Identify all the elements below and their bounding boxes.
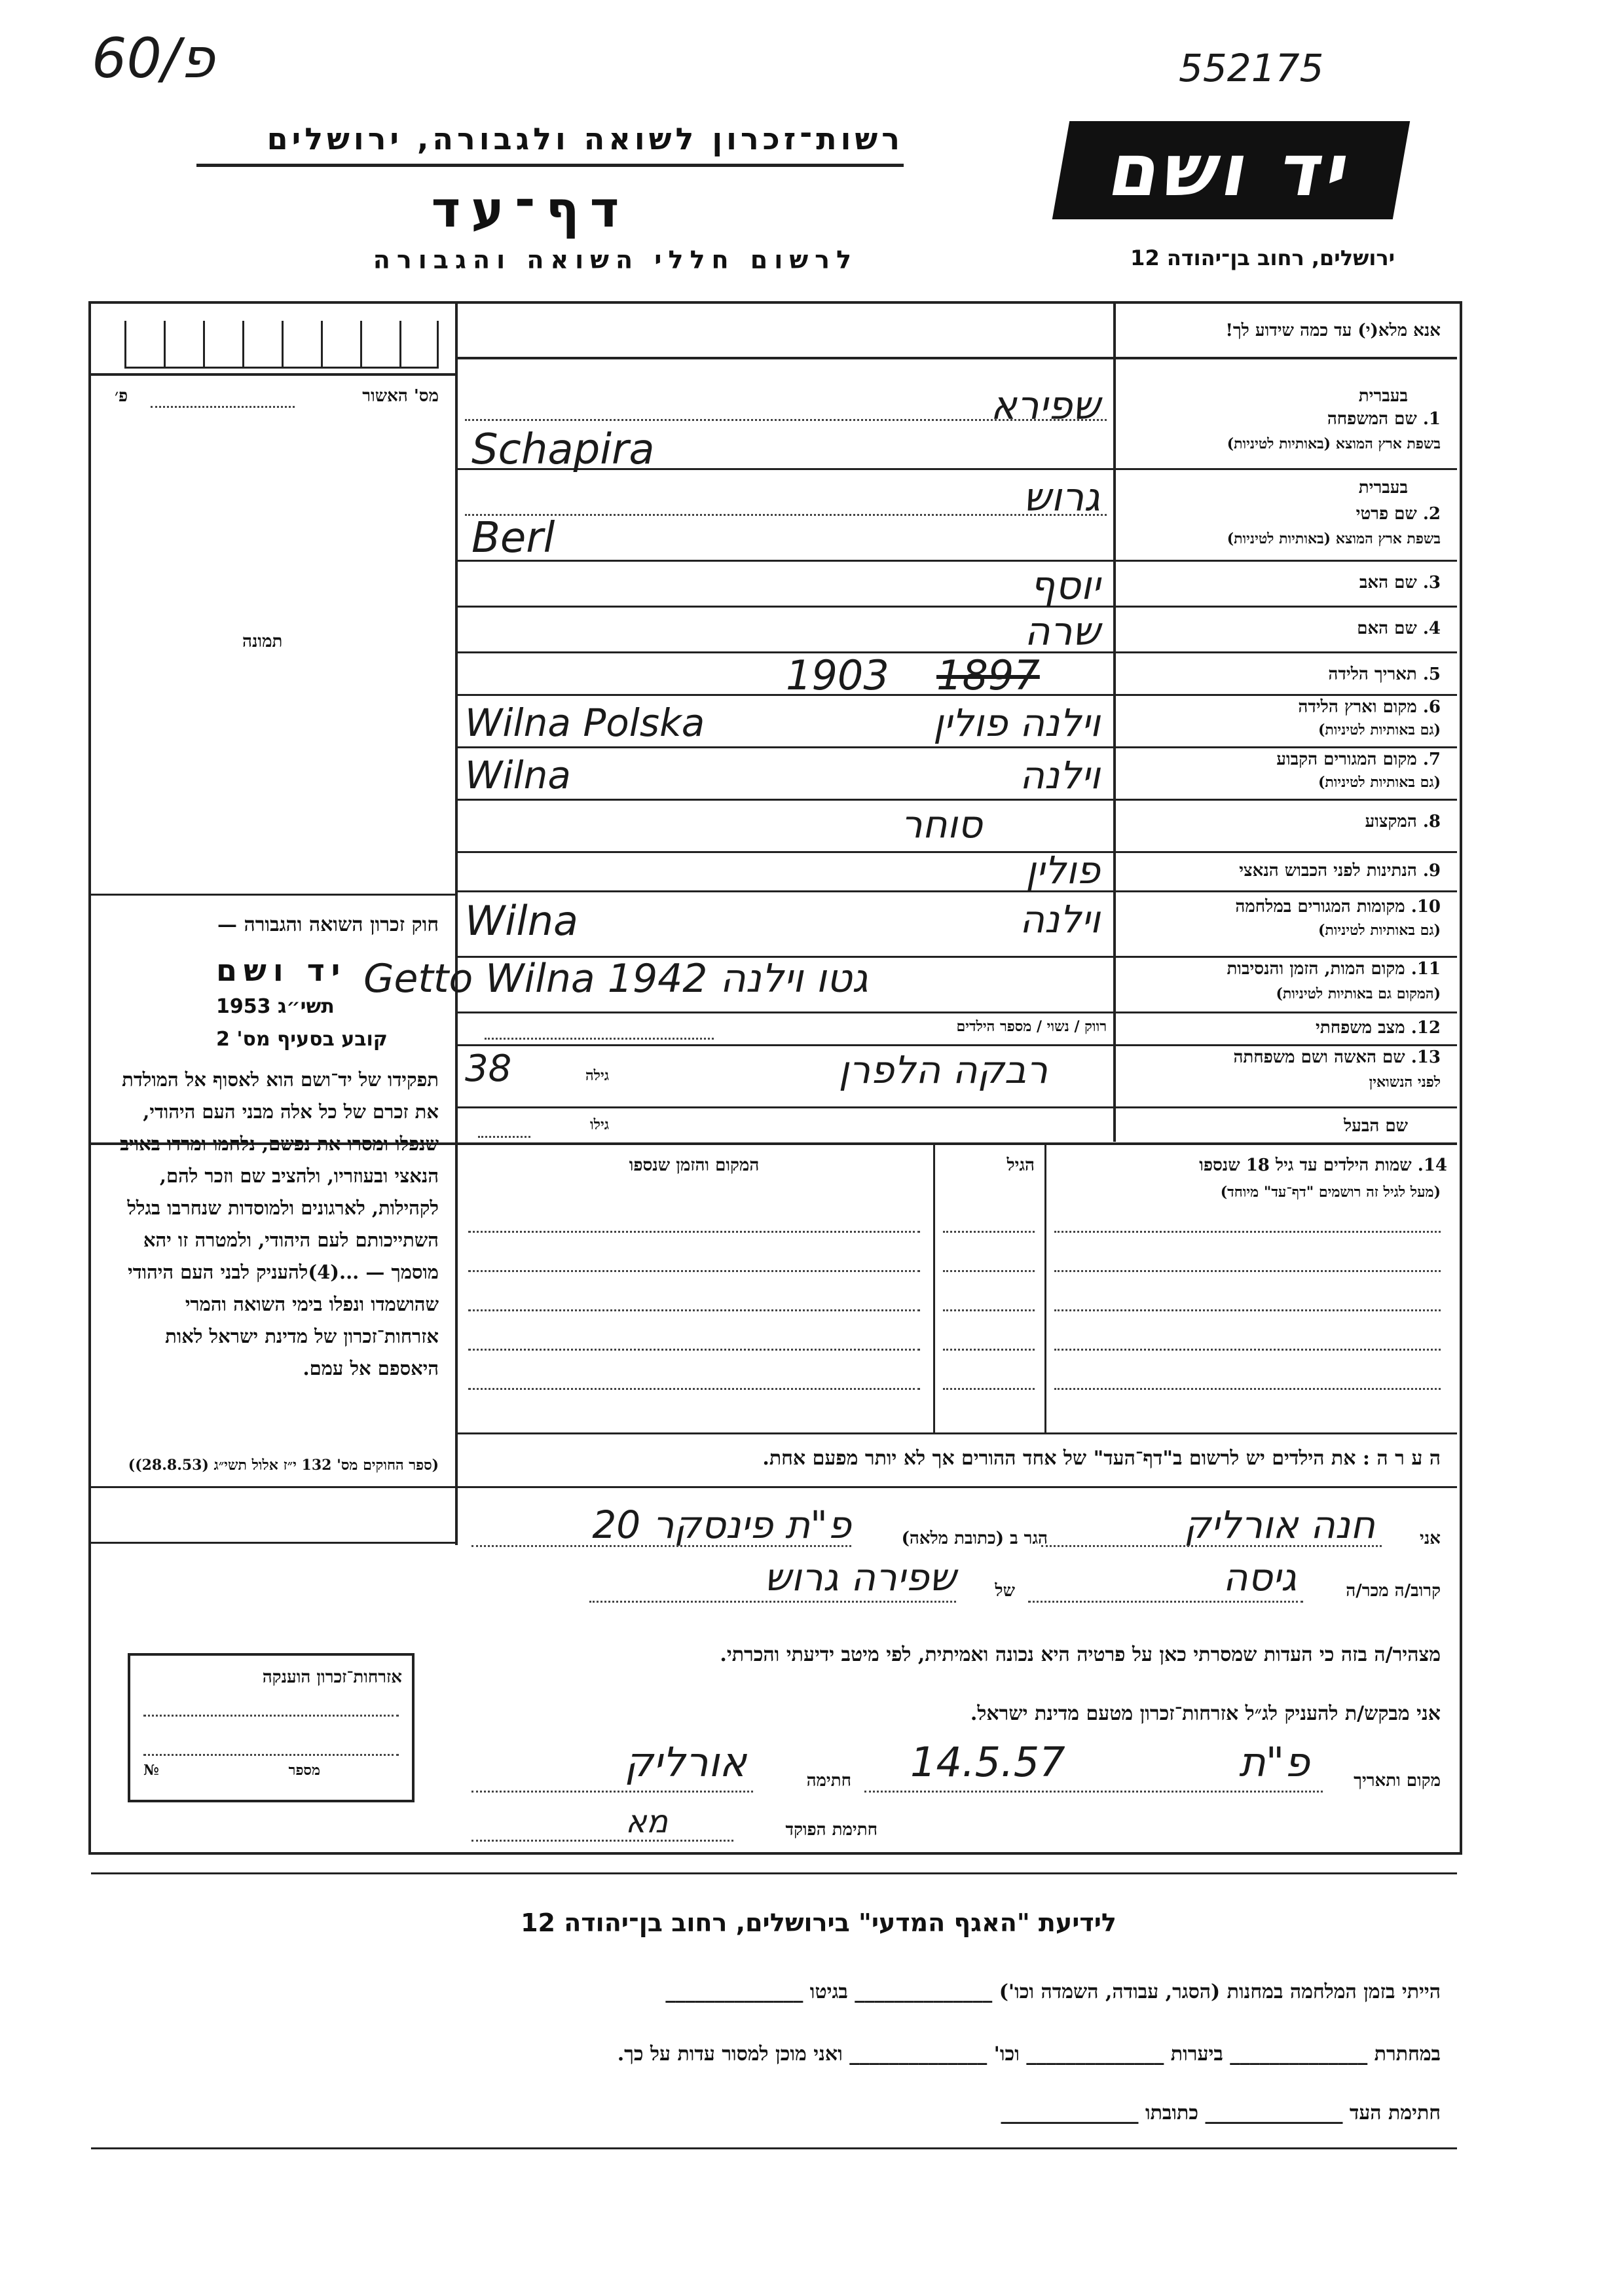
field-10-value-latin[interactable]: Wilna bbox=[465, 897, 579, 945]
field-6-value-latin[interactable]: Wilna Polska bbox=[465, 701, 705, 745]
in-hebrew-2: בעברית bbox=[1358, 478, 1408, 498]
field-2-value-he[interactable]: גרוש bbox=[1023, 475, 1100, 520]
relation-value[interactable]: גיסה bbox=[1223, 1555, 1297, 1599]
field-13-sub: לפני הנשואין bbox=[1369, 1074, 1441, 1091]
field-1-sub: בשפת ארץ המוצא (באותיות לטיניות) bbox=[1227, 435, 1441, 452]
field-13-value[interactable]: רבקה הלפרן bbox=[838, 1048, 1048, 1092]
field-7-value-he[interactable]: וילנה bbox=[1020, 753, 1100, 797]
field-5-struck: 1897 bbox=[936, 651, 1040, 699]
field-5-label: 5. תאריך הלידה bbox=[1328, 665, 1441, 684]
authority-name: רשות־זכרון לשואה ולגבורה, ירושלים bbox=[267, 121, 904, 156]
number-sign: № bbox=[143, 1762, 159, 1779]
field-2-value-latin[interactable]: Berl bbox=[471, 514, 555, 562]
field-3-value[interactable]: יוסף bbox=[1029, 563, 1100, 609]
law-text: תפקידו של יד־ושם הוא לאסוף אל המולדת את זכרם של כל אלה מבני העם היהודי, שנפלו ומסרו את נפשם, נלחמו ומרדו באויב הנאצי ובעוזריו, ולהציב שם וזכר להם, לקהילות, לארגונים ולמוסדות שנחרבו בגלל השתייכותם לעם היהודי, ולמטרה זו יהא מוסמך — ...(4)להעניק לבני העם היהודי שהושמדו ונפלו בימי השואה והמרי אזרחות־זכרון של מדינת ישראל לאות היאספם אל עמם. bbox=[120, 1068, 439, 1379]
request-text: אני מבקש/ת להעניק לג״ל אזרחות־זכרון מטעם מדינת ישראל. bbox=[970, 1702, 1441, 1725]
form-subtitle: לרשום חללי השואה והגבורה bbox=[373, 246, 858, 274]
i-label: אני bbox=[1420, 1529, 1441, 1548]
footer-title: לידיעת "האגף המדעי" בירושלים, רחוב בן־יהודה 12 bbox=[521, 1908, 1116, 1937]
of-name[interactable]: שפירה גרוש bbox=[764, 1555, 956, 1599]
husband-age-label: גילו bbox=[590, 1116, 609, 1133]
declarant-address[interactable]: פ"ת פינסקר 20 bbox=[592, 1503, 851, 1547]
cert-digit-box[interactable] bbox=[124, 321, 439, 369]
note-text: ה ע ר ה : את הילדים יש לרשום ב"דף־העד" של אחד ההורים אך לא יותר מפעם אחת. bbox=[762, 1447, 1441, 1470]
law-year: תשי״ג 1953 bbox=[216, 995, 335, 1018]
children-age-col: הגיל bbox=[1006, 1156, 1035, 1175]
field-11-label: 11. מקום המות, הזמן והנסיבות bbox=[1227, 959, 1441, 979]
field-9-value[interactable]: פולין bbox=[1025, 848, 1100, 892]
law-name: יד ושם bbox=[216, 953, 347, 988]
relation-label: קרוב/ה מכר/ה bbox=[1346, 1581, 1441, 1601]
field-6-label: 6. מקום וארץ הלידה bbox=[1298, 697, 1441, 717]
field-2-label: 2. שם פרטי bbox=[1356, 504, 1441, 524]
field-9-label: 9. הנתינות לפני הכבוש הנאצי bbox=[1239, 861, 1441, 881]
resides-label: הגר ב (כתובת מלאה) bbox=[901, 1529, 1048, 1548]
footer-line-1[interactable]: הייתי בזמן המלחמה במחנות (הסגר, עבודה, השמדה וכו') ______________ בגיטו ______________ bbox=[665, 1980, 1441, 2003]
photo-label: תמונה bbox=[242, 632, 283, 651]
field-6-sub: (גם באותיות לטיניות) bbox=[1318, 721, 1441, 738]
footer-line-2[interactable]: במחתרת ______________ ביערות ______________ וכו' ______________ ואני מוכן למסור עדות על כך. bbox=[617, 2043, 1441, 2066]
law-source: (ספר החוקים מס' 132 י״ז אלול תשי״ג (28.8.53)) bbox=[128, 1457, 439, 1474]
corner-initials: פ/60 bbox=[92, 26, 215, 90]
in-hebrew-1: בעברית bbox=[1358, 386, 1408, 406]
law-title: חוק זכרון השואה והגבורה — bbox=[217, 913, 439, 936]
children-place-col: המקום והזמן שנספו bbox=[629, 1156, 760, 1175]
field-7-value-latin[interactable]: Wilna bbox=[465, 753, 571, 797]
field-10-label: 10. מקומות המגורים במלחמה bbox=[1235, 897, 1441, 917]
field-3-label: 3. שם האב bbox=[1359, 573, 1441, 592]
field-12-label: 12. מצב משפחתי bbox=[1316, 1018, 1441, 1038]
number-label: מספר bbox=[288, 1762, 320, 1779]
field-7-label: 7. מקום המגורים הקבוע bbox=[1276, 750, 1441, 769]
field-5-value[interactable]: 1903 bbox=[786, 651, 889, 699]
place-date-label: מקום ותאריך bbox=[1354, 1771, 1441, 1791]
officer-signature[interactable]: מא bbox=[625, 1804, 668, 1840]
archive-number: 552175 bbox=[1179, 46, 1324, 90]
citizenship-box bbox=[128, 1653, 415, 1802]
wife-age-value[interactable]: 38 bbox=[465, 1048, 512, 1090]
field-13-label: 13. שם האשה ושם משפחתה bbox=[1233, 1048, 1441, 1067]
field-12-options[interactable]: רווק / נשוי / מספר הילדים bbox=[956, 1018, 1107, 1035]
form-title: דף־עד bbox=[431, 180, 630, 238]
field-10-value-he[interactable]: וילנה bbox=[1020, 897, 1100, 941]
field-4-value[interactable]: שרה bbox=[1024, 609, 1100, 655]
children-label: 14. שמות הילדים עד גיל 18 שנספו bbox=[1199, 1156, 1447, 1175]
field-7-sub: (גם באותיות לטיניות) bbox=[1318, 774, 1441, 791]
wife-age-label: גילה bbox=[585, 1067, 609, 1084]
husband-label: שם הבעל bbox=[1343, 1116, 1408, 1136]
field-6-value-he[interactable]: וילנה פולין bbox=[932, 701, 1100, 745]
yad-vashem-logo: יד ושם bbox=[1052, 121, 1410, 219]
field-4-label: 4. שם האם bbox=[1357, 619, 1441, 638]
place-value[interactable]: פ"ת bbox=[1239, 1738, 1310, 1786]
field-8-label: 8. המקצוע bbox=[1365, 812, 1441, 831]
field-10-sub: (גם באותיות לטיניות) bbox=[1318, 922, 1441, 939]
cert-suffix: פ׳ bbox=[115, 386, 128, 406]
field-8-value[interactable]: סוחר bbox=[900, 802, 982, 847]
date-value[interactable]: 14.5.57 bbox=[910, 1738, 1065, 1786]
form-intro: אנא מלא(י) עד כמה שידוע לך! bbox=[1225, 321, 1441, 340]
signature-value[interactable]: אורליק bbox=[624, 1738, 747, 1786]
field-11-value[interactable]: Getto Wilna 1942 גטו וילנה bbox=[363, 956, 868, 1002]
footer-line-3[interactable]: חתימת העד ______________ כתובתו ______________ bbox=[1001, 2102, 1441, 2124]
signature-label: חתימה bbox=[806, 1771, 851, 1791]
field-2-sub: בשפת ארץ המוצא (באותיות לטיניות) bbox=[1227, 530, 1441, 547]
officer-label: חתימת הפוקד bbox=[785, 1820, 877, 1840]
declarant-name[interactable]: חנה אורליק bbox=[1184, 1503, 1375, 1547]
address: ירושלים, רחוב בן־יהודה 12 bbox=[1130, 246, 1395, 270]
field-11-sub: (המקום גם באותיות לטיניות) bbox=[1276, 985, 1441, 1002]
cert-label: מס' האשור bbox=[362, 386, 439, 406]
declaration-text: מצהיר/ה בזה כי העדות שמסרתי כאן על פרטיה היא נכונה ואמיתית, לפי מיטב ידיעתי והכרתי. bbox=[720, 1643, 1441, 1666]
field-1-label: 1. שם המשפחה bbox=[1327, 409, 1441, 429]
field-1-value-he[interactable]: שפירא bbox=[990, 383, 1100, 429]
of-label: של bbox=[995, 1581, 1015, 1601]
law-clause: קובע בסעיף מס' 2 bbox=[216, 1028, 388, 1051]
citizenship-box-title: אזרחות־זכרון הוענקה bbox=[262, 1667, 402, 1687]
children-sub: (מעל לגיל זה רושמים "דף־עד" מיוחד) bbox=[1220, 1184, 1441, 1201]
field-1-value-latin[interactable]: Schapira bbox=[471, 426, 655, 474]
